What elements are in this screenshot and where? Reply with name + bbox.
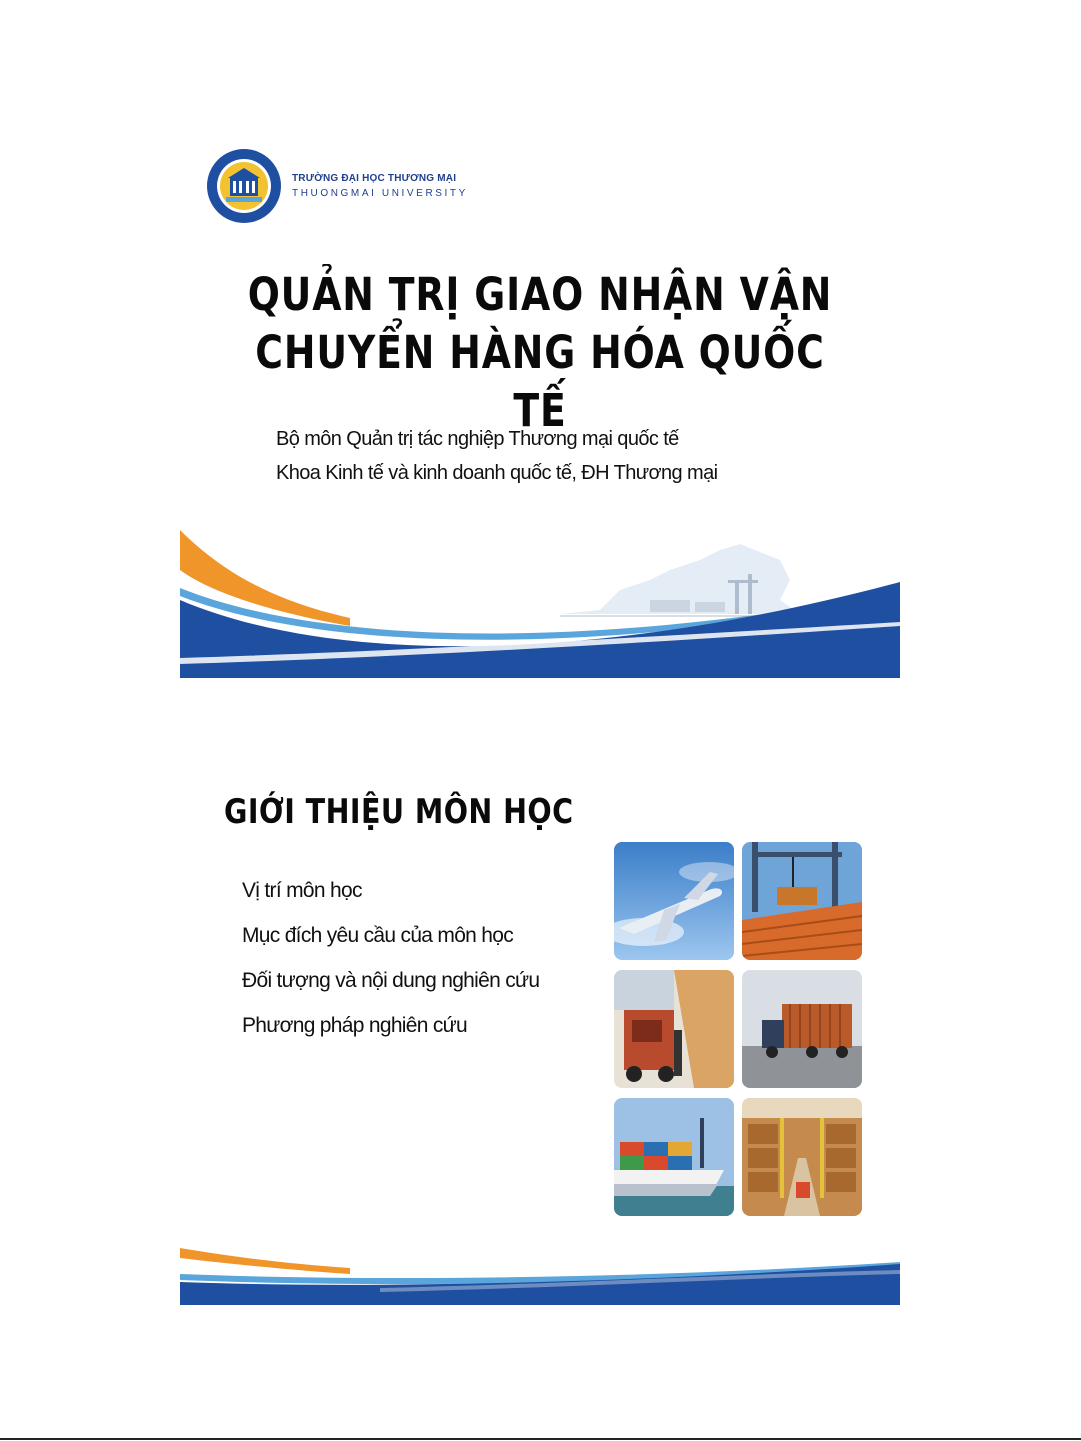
list-item: Vị trí môn học [242, 879, 362, 902]
university-name-vi: TRƯỜNG ĐẠI HỌC THƯƠNG MẠI [292, 173, 457, 184]
cargo-ship-photo [614, 1098, 734, 1216]
list-item: Phương pháp nghiên cứu [242, 1014, 467, 1037]
decorative-wave-banner [180, 530, 900, 678]
university-name-en: THUONGMAI UNIVERSITY [292, 188, 468, 199]
airplane-photo [614, 842, 734, 960]
university-logo [206, 148, 468, 224]
intro-slide [180, 760, 900, 1305]
warehouse-photo [742, 1098, 862, 1216]
page-bottom-rule [0, 1438, 1081, 1440]
subtitle-faculty: Khoa Kinh tế và kinh doanh quốc tế, ĐH Thương mại [276, 462, 718, 484]
section-heading: GIỚI THIỆU MÔN HỌC [224, 792, 574, 832]
slide-title [238, 266, 843, 440]
subtitle-department: Bộ môn Quản trị tác nghiệp Thương mại quốc tế [276, 428, 679, 450]
container-truck-photo [742, 970, 862, 1088]
port-skyline-illustration [560, 544, 800, 616]
title-line-2: CHUYỂN HÀNG HÓA QUỐC TẾ [255, 326, 825, 437]
title-line-1: QUẢN TRỊ GIAO NHẬN VẬN [247, 268, 833, 321]
title-slide [180, 130, 900, 678]
university-seal-icon [206, 148, 282, 224]
container-crane-photo [742, 842, 862, 960]
list-item: Mục đích yêu cầu của môn học [242, 924, 514, 947]
list-item: Đối tượng và nội dung nghiên cứu [242, 969, 540, 992]
slide-subtitle [276, 422, 717, 490]
decorative-wave-footer [180, 1248, 900, 1305]
forklift-truck-photo [614, 970, 734, 1088]
logistics-photo-grid [614, 842, 862, 1216]
topic-list [242, 868, 539, 1048]
